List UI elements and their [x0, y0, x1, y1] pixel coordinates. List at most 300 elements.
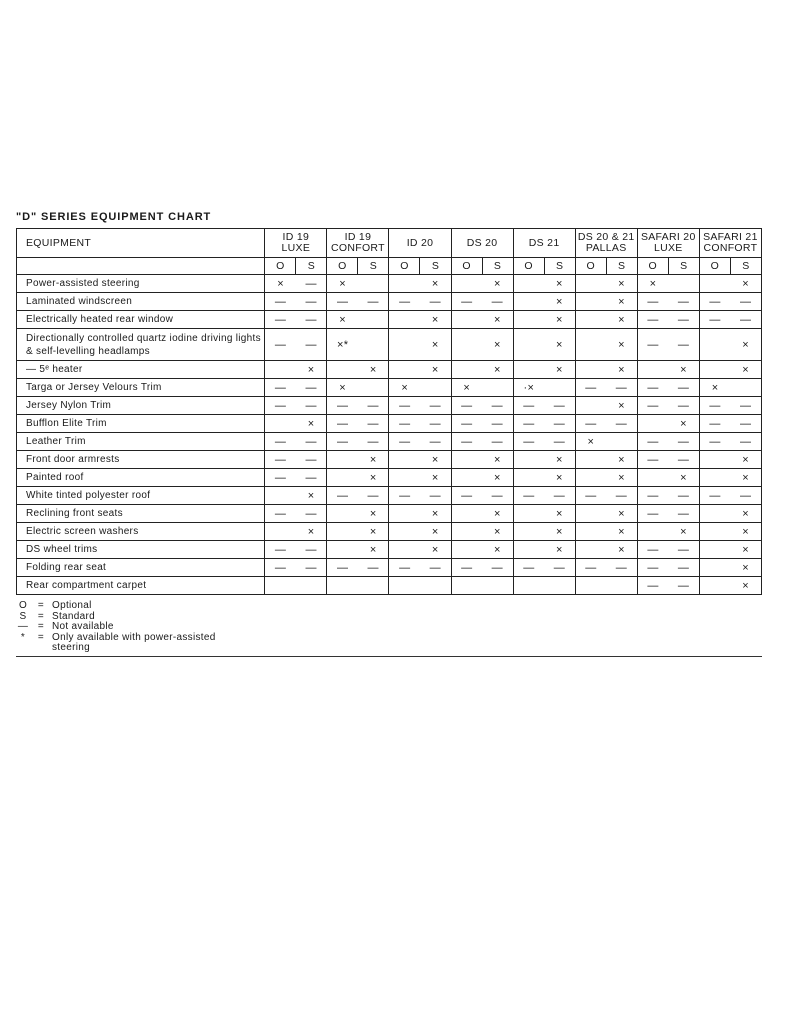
standard-cell: —: [296, 379, 327, 397]
standard-cell: —: [358, 293, 389, 311]
optional-cell: [575, 293, 606, 311]
standard-cell: —: [668, 541, 699, 559]
optional-cell: —: [389, 293, 420, 311]
standard-cell: ×: [606, 311, 637, 329]
optional-column-header: O: [451, 258, 482, 275]
standard-cell: —: [296, 329, 327, 361]
standard-cell: ×: [482, 329, 513, 361]
standard-cell: ×: [668, 415, 699, 433]
optional-cell: [575, 329, 606, 361]
horizontal-rule: [16, 656, 762, 657]
standard-cell: ×: [606, 469, 637, 487]
standard-cell: ×: [482, 451, 513, 469]
optional-cell: [327, 469, 358, 487]
standard-cell: —: [296, 275, 327, 293]
optional-cell: [699, 505, 730, 523]
optional-cell: —: [637, 433, 668, 451]
optional-cell: [451, 329, 482, 361]
legend: [16, 601, 242, 654]
standard-cell: —: [296, 469, 327, 487]
optional-cell: —: [265, 397, 296, 415]
standard-cell: ×: [730, 469, 761, 487]
optional-cell: [699, 469, 730, 487]
table-row: [17, 433, 762, 451]
optional-cell: —: [637, 451, 668, 469]
optional-cell: [699, 329, 730, 361]
optional-cell: —: [451, 415, 482, 433]
optional-cell: —: [451, 397, 482, 415]
optional-cell: —: [575, 379, 606, 397]
optional-column-header: O: [575, 258, 606, 275]
optional-cell: [327, 523, 358, 541]
optional-column-header: O: [699, 258, 730, 275]
optional-cell: [327, 577, 358, 595]
equipment-label: Electric screen washers: [17, 523, 265, 541]
optional-column-header: O: [637, 258, 668, 275]
optional-cell: ×: [389, 379, 420, 397]
optional-cell: [389, 275, 420, 293]
optional-cell: —: [637, 329, 668, 361]
optional-cell: —: [699, 397, 730, 415]
standard-cell: ×: [544, 523, 575, 541]
standard-cell: ×: [544, 361, 575, 379]
model-header: ID 19 LUXE: [265, 229, 327, 258]
optional-cell: [327, 541, 358, 559]
optional-cell: —: [513, 433, 544, 451]
optional-cell: —: [327, 559, 358, 577]
standard-cell: ×: [296, 361, 327, 379]
equipment-label: Painted roof: [17, 469, 265, 487]
standard-cell: —: [358, 487, 389, 505]
optional-cell: [575, 523, 606, 541]
optional-cell: [513, 541, 544, 559]
equipment-label: Directionally controlled quartz iodine driving lights & self-levelling headlamps: [17, 329, 265, 361]
optional-cell: [513, 311, 544, 329]
equipment-label: DS wheel trims: [17, 541, 265, 559]
optional-cell: —: [637, 541, 668, 559]
standard-cell: ×: [420, 469, 451, 487]
optional-cell: [513, 361, 544, 379]
standard-cell: ×: [296, 523, 327, 541]
optional-cell: —: [637, 397, 668, 415]
standard-cell: —: [482, 487, 513, 505]
optional-cell: —: [513, 559, 544, 577]
optional-cell: —: [699, 433, 730, 451]
standard-column-header: S: [544, 258, 575, 275]
optional-cell: [327, 505, 358, 523]
standard-cell: ×: [544, 505, 575, 523]
legend-item: [16, 601, 242, 612]
standard-cell: —: [668, 433, 699, 451]
optional-cell: [389, 523, 420, 541]
optional-cell: [513, 523, 544, 541]
optional-cell: [575, 397, 606, 415]
standard-cell: ×: [730, 329, 761, 361]
standard-cell: ×: [606, 275, 637, 293]
table-row: [17, 541, 762, 559]
optional-cell: [575, 361, 606, 379]
standard-cell: ×: [420, 523, 451, 541]
optional-cell: [699, 451, 730, 469]
equipment-label: Laminated windscreen: [17, 293, 265, 311]
optional-cell: —: [699, 311, 730, 329]
standard-cell: ×: [730, 559, 761, 577]
optional-cell: —: [513, 487, 544, 505]
optional-cell: —: [699, 293, 730, 311]
standard-cell: ×: [668, 469, 699, 487]
optional-cell: [513, 329, 544, 361]
optional-cell: [389, 329, 420, 361]
standard-cell: ×: [420, 541, 451, 559]
standard-cell: ×: [358, 469, 389, 487]
model-header: SAFARI 21 CONFORT: [699, 229, 761, 258]
standard-cell: —: [296, 311, 327, 329]
optional-cell: —: [637, 505, 668, 523]
optional-cell: [265, 361, 296, 379]
standard-cell: ×: [358, 361, 389, 379]
standard-cell: ×: [420, 451, 451, 469]
table-row: [17, 329, 762, 361]
standard-cell: —: [296, 397, 327, 415]
optional-cell: [265, 415, 296, 433]
standard-cell: —: [544, 433, 575, 451]
table-row: [17, 523, 762, 541]
optional-cell: [637, 523, 668, 541]
standard-cell: —: [296, 451, 327, 469]
optional-cell: [265, 577, 296, 595]
optional-column-header: O: [265, 258, 296, 275]
standard-cell: ×: [482, 541, 513, 559]
optional-cell: [389, 469, 420, 487]
standard-cell: ×: [420, 505, 451, 523]
standard-cell: ×: [668, 523, 699, 541]
standard-cell: ×: [544, 311, 575, 329]
table-row: [17, 577, 762, 595]
standard-cell: [668, 275, 699, 293]
standard-cell: —: [358, 433, 389, 451]
standard-cell: —: [668, 577, 699, 595]
legend-item: [16, 633, 242, 654]
standard-cell: —: [482, 433, 513, 451]
standard-cell: [420, 577, 451, 595]
optional-cell: [451, 311, 482, 329]
standard-cell: ×: [296, 487, 327, 505]
standard-cell: —: [606, 559, 637, 577]
legend-text: Optional: [52, 600, 92, 611]
table-row: [17, 293, 762, 311]
standard-cell: —: [358, 559, 389, 577]
optional-cell: [699, 577, 730, 595]
standard-cell: ×: [606, 293, 637, 311]
optional-cell: —: [327, 415, 358, 433]
equipment-column-spacer: [17, 258, 265, 275]
standard-cell: [730, 379, 761, 397]
standard-column-header: S: [296, 258, 327, 275]
standard-cell: ×: [606, 397, 637, 415]
equipment-label: Jersey Nylon Trim: [17, 397, 265, 415]
standard-cell: —: [420, 559, 451, 577]
standard-cell: [544, 379, 575, 397]
optional-cell: —: [389, 415, 420, 433]
standard-cell: ×: [606, 329, 637, 361]
equipment-label: Front door armrests: [17, 451, 265, 469]
standard-cell: —: [296, 559, 327, 577]
standard-cell: ×: [420, 329, 451, 361]
equipment-label: Electrically heated rear window: [17, 311, 265, 329]
standard-cell: —: [420, 397, 451, 415]
standard-cell: —: [730, 311, 761, 329]
optional-cell: [575, 541, 606, 559]
optional-cell: [575, 577, 606, 595]
legend-text: Only available with power-assisted steering: [52, 631, 216, 653]
optional-cell: ×: [327, 275, 358, 293]
standard-cell: ×: [358, 451, 389, 469]
optional-cell: [699, 361, 730, 379]
optional-cell: —: [637, 311, 668, 329]
standard-cell: ×: [606, 523, 637, 541]
optional-cell: [637, 469, 668, 487]
optional-cell: [575, 311, 606, 329]
optional-cell: —: [265, 293, 296, 311]
standard-cell: —: [358, 415, 389, 433]
standard-cell: ×: [730, 523, 761, 541]
optional-cell: —: [637, 559, 668, 577]
table-row: [17, 559, 762, 577]
optional-cell: [265, 487, 296, 505]
standard-cell: ×: [544, 329, 575, 361]
standard-cell: [606, 577, 637, 595]
standard-cell: [296, 577, 327, 595]
optional-cell: [389, 577, 420, 595]
standard-column-header: S: [606, 258, 637, 275]
standard-cell: ×: [420, 311, 451, 329]
optional-cell: [389, 505, 420, 523]
optional-cell: [451, 451, 482, 469]
optional-cell: [513, 275, 544, 293]
standard-cell: ×: [544, 469, 575, 487]
standard-cell: ×: [730, 577, 761, 595]
optional-cell: [451, 361, 482, 379]
standard-cell: —: [730, 293, 761, 311]
optional-cell: —: [327, 433, 358, 451]
optional-cell: —: [265, 311, 296, 329]
optional-cell: —: [389, 397, 420, 415]
optional-cell: [699, 523, 730, 541]
standard-cell: —: [544, 397, 575, 415]
table-row: [17, 469, 762, 487]
standard-cell: [358, 329, 389, 361]
optional-column-header: O: [327, 258, 358, 275]
standard-cell: ×: [606, 541, 637, 559]
optional-cell: ×: [637, 275, 668, 293]
optional-cell: [327, 451, 358, 469]
optional-cell: ×: [699, 379, 730, 397]
standard-cell: —: [668, 505, 699, 523]
standard-cell: —: [482, 559, 513, 577]
legend-text: Not available: [52, 621, 114, 632]
equipment-label: Folding rear seat: [17, 559, 265, 577]
table-row: [17, 487, 762, 505]
optional-cell: —: [327, 397, 358, 415]
table-row: [17, 505, 762, 523]
optional-cell: —: [265, 541, 296, 559]
standard-cell: [358, 275, 389, 293]
standard-cell: ×: [358, 541, 389, 559]
standard-cell: ×: [482, 361, 513, 379]
legend-symbol: O: [18, 600, 28, 611]
option-standard-row: [17, 258, 762, 275]
optional-cell: ·×: [513, 379, 544, 397]
optional-cell: ×*: [327, 329, 358, 361]
table-row: [17, 275, 762, 293]
standard-cell: [420, 379, 451, 397]
optional-cell: —: [265, 379, 296, 397]
standard-cell: —: [296, 541, 327, 559]
optional-cell: —: [265, 505, 296, 523]
optional-cell: [451, 275, 482, 293]
standard-cell: [606, 433, 637, 451]
table-row: [17, 379, 762, 397]
optional-cell: ×: [327, 379, 358, 397]
optional-cell: [451, 505, 482, 523]
standard-cell: [358, 379, 389, 397]
standard-cell: —: [606, 415, 637, 433]
optional-cell: —: [637, 487, 668, 505]
optional-cell: —: [451, 293, 482, 311]
optional-cell: ×: [265, 275, 296, 293]
optional-cell: [389, 361, 420, 379]
standard-cell: ×: [730, 361, 761, 379]
standard-cell: —: [668, 311, 699, 329]
optional-cell: —: [265, 329, 296, 361]
optional-cell: ×: [575, 433, 606, 451]
standard-cell: —: [420, 293, 451, 311]
optional-cell: [451, 577, 482, 595]
optional-cell: —: [265, 469, 296, 487]
equipment-chart-table: [16, 228, 762, 595]
legend-symbol: *: [20, 631, 26, 643]
optional-cell: [451, 469, 482, 487]
standard-cell: —: [296, 293, 327, 311]
standard-cell: —: [544, 487, 575, 505]
standard-cell: ×: [482, 469, 513, 487]
chart-title: "D" SERIES EQUIPMENT CHART: [16, 211, 212, 223]
standard-cell: ×: [668, 361, 699, 379]
optional-cell: [513, 293, 544, 311]
optional-cell: —: [451, 433, 482, 451]
optional-cell: [513, 451, 544, 469]
standard-cell: ×: [482, 311, 513, 329]
standard-cell: —: [606, 487, 637, 505]
table-row: [17, 415, 762, 433]
standard-cell: —: [668, 293, 699, 311]
model-header: DS 20 & 21 PALLAS: [575, 229, 637, 258]
legend-symbol: —: [17, 621, 29, 632]
model-header-row: [17, 229, 762, 258]
equipment-label: Leather Trim: [17, 433, 265, 451]
legend-item: [16, 612, 242, 623]
equipment-label: — 5ᵉ heater: [17, 361, 265, 379]
optional-cell: [389, 451, 420, 469]
optional-cell: —: [637, 293, 668, 311]
model-header: DS 21: [513, 229, 575, 258]
standard-cell: ×: [606, 505, 637, 523]
optional-cell: ×: [451, 379, 482, 397]
standard-cell: ×: [730, 275, 761, 293]
optional-cell: —: [451, 487, 482, 505]
optional-cell: —: [575, 487, 606, 505]
optional-cell: —: [575, 415, 606, 433]
standard-cell: —: [668, 397, 699, 415]
optional-cell: [575, 275, 606, 293]
legend-item: [16, 622, 242, 633]
optional-cell: —: [575, 559, 606, 577]
standard-cell: —: [730, 487, 761, 505]
optional-cell: —: [389, 559, 420, 577]
standard-cell: —: [606, 379, 637, 397]
optional-cell: [575, 505, 606, 523]
optional-cell: —: [699, 415, 730, 433]
optional-cell: [451, 541, 482, 559]
standard-cell: ×: [482, 275, 513, 293]
legend-equals: =: [37, 600, 45, 611]
standard-column-header: S: [668, 258, 699, 275]
equipment-label: Power-assisted steering: [17, 275, 265, 293]
standard-cell: ×: [544, 541, 575, 559]
optional-cell: —: [265, 451, 296, 469]
optional-cell: [575, 469, 606, 487]
optional-cell: [265, 523, 296, 541]
equipment-label: Targa or Jersey Velours Trim: [17, 379, 265, 397]
optional-cell: —: [699, 487, 730, 505]
legend-text: Standard: [52, 610, 95, 622]
equipment-label: Reclining front seats: [17, 505, 265, 523]
standard-cell: —: [420, 487, 451, 505]
standard-cell: —: [668, 379, 699, 397]
optional-cell: —: [451, 559, 482, 577]
optional-cell: [513, 469, 544, 487]
optional-cell: —: [513, 397, 544, 415]
standard-cell: ×: [730, 541, 761, 559]
optional-cell: [513, 505, 544, 523]
model-header: SAFARI 20 LUXE: [637, 229, 699, 258]
standard-cell: —: [668, 451, 699, 469]
standard-cell: ×: [482, 523, 513, 541]
optional-cell: [451, 523, 482, 541]
standard-column-header: S: [482, 258, 513, 275]
equipment-label: Rear compartment carpet: [17, 577, 265, 595]
standard-cell: —: [482, 397, 513, 415]
optional-cell: —: [327, 487, 358, 505]
optional-cell: [637, 361, 668, 379]
model-header: DS 20: [451, 229, 513, 258]
standard-cell: ×: [730, 505, 761, 523]
standard-cell: —: [730, 397, 761, 415]
standard-cell: ×: [358, 505, 389, 523]
standard-cell: —: [482, 415, 513, 433]
model-header: ID 20: [389, 229, 451, 258]
optional-cell: —: [389, 487, 420, 505]
legend-equals: =: [37, 631, 45, 643]
optional-cell: —: [327, 293, 358, 311]
standard-cell: —: [730, 415, 761, 433]
standard-cell: —: [668, 559, 699, 577]
table-row: [17, 311, 762, 329]
standard-cell: —: [668, 487, 699, 505]
standard-column-header: S: [358, 258, 389, 275]
standard-cell: —: [358, 397, 389, 415]
model-header: ID 19 CONFORT: [327, 229, 389, 258]
